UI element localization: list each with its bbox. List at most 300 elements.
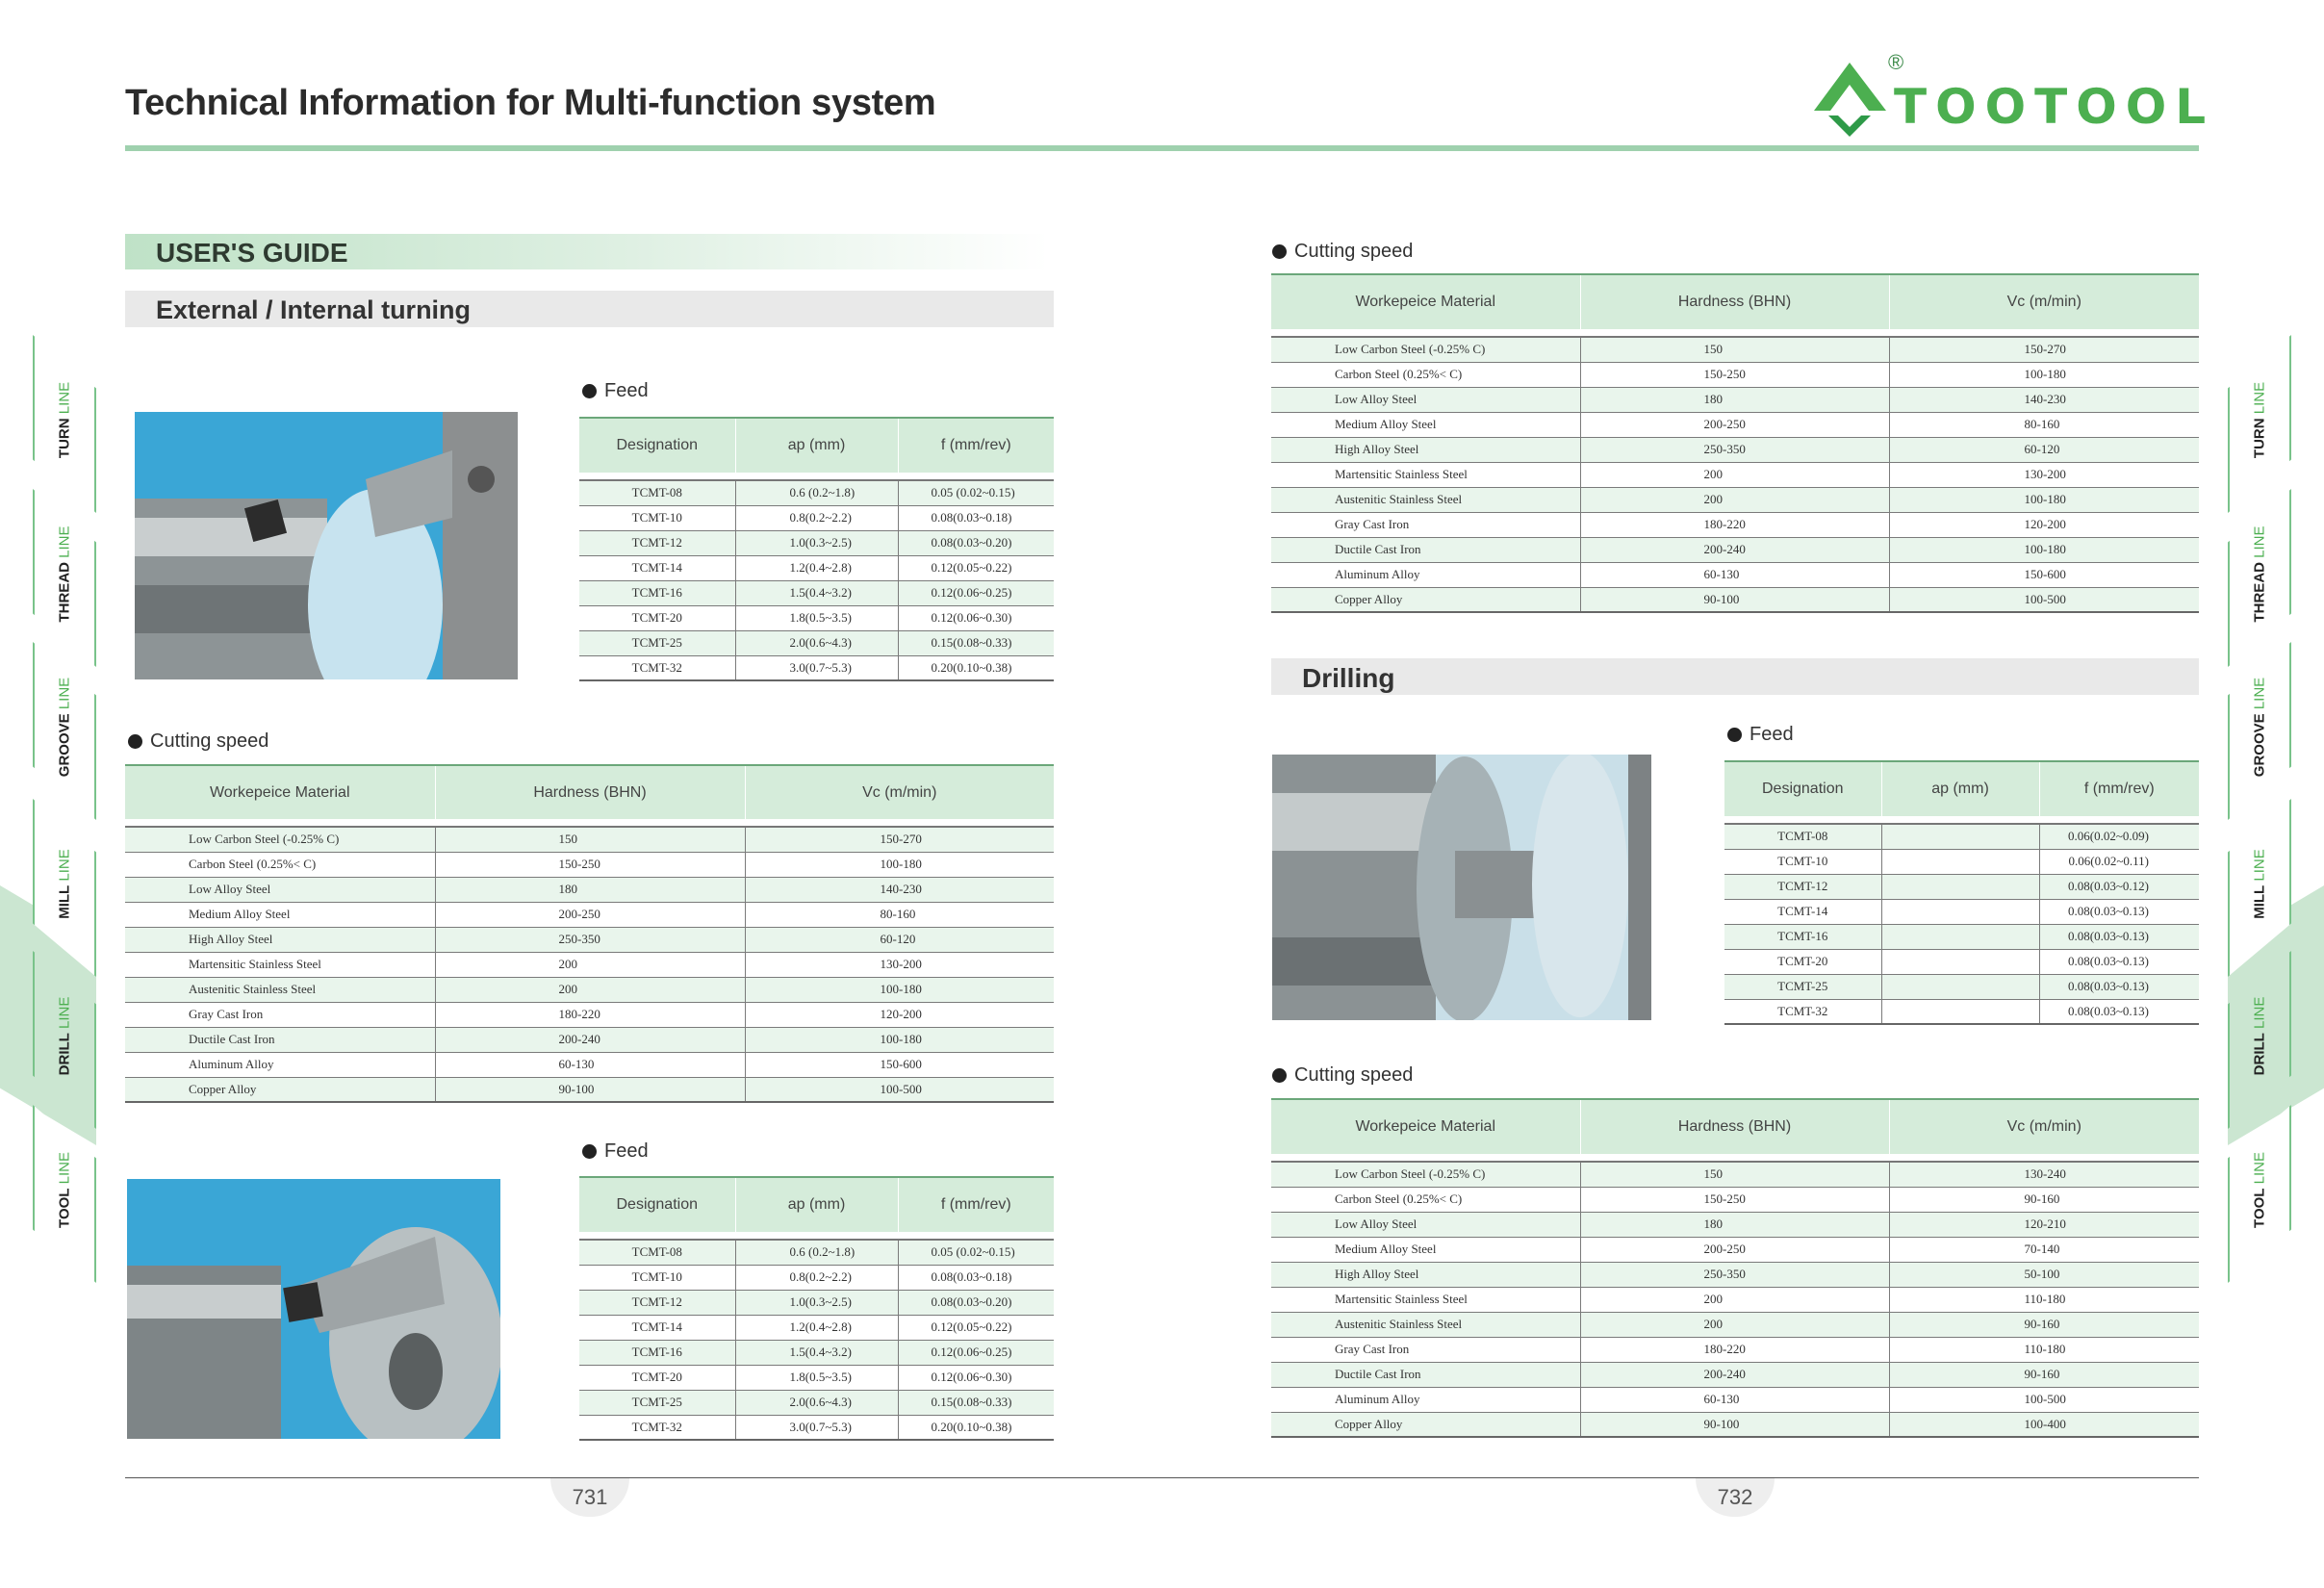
side-tab-label xyxy=(57,498,73,652)
table-cell: Martensitic Stainless Steel xyxy=(125,952,435,977)
table-cell: 180 xyxy=(435,877,745,902)
side-tab-label xyxy=(57,344,73,498)
col-header: Vc (m/min) xyxy=(745,765,1054,819)
table-cell: 200 xyxy=(435,977,745,1002)
side-tab-name: TOOL xyxy=(56,1188,73,1228)
table-row xyxy=(579,1390,1054,1415)
table-cell: 90-100 xyxy=(1580,1412,1889,1437)
feed-table-turning-2 xyxy=(579,1176,1054,1441)
table-cell: TCMT-12 xyxy=(1724,874,1881,899)
table-cell: 120-210 xyxy=(1889,1212,2199,1237)
table-cell: 50-100 xyxy=(1889,1262,2199,1287)
table-cell: Ductile Cast Iron xyxy=(1271,537,1580,562)
table-row xyxy=(579,630,1054,655)
table-cell: 3.0(0.7~5.3) xyxy=(735,655,898,680)
table-row xyxy=(579,505,1054,530)
col-header: f (mm/rev) xyxy=(898,1177,1054,1232)
table-cell: Copper Alloy xyxy=(125,1077,435,1102)
table-row xyxy=(579,1365,1054,1390)
table-row xyxy=(579,580,1054,605)
table-cell: 150-270 xyxy=(1889,337,2199,362)
table-row xyxy=(1271,1337,2199,1362)
table-cell: 130-200 xyxy=(1889,462,2199,487)
table-row xyxy=(1724,874,2199,899)
table-cell: Martensitic Stainless Steel xyxy=(1271,1287,1580,1312)
side-tab-groove[interactable] xyxy=(33,642,96,820)
table-row xyxy=(1724,849,2199,874)
table-cell: TCMT-20 xyxy=(579,1365,735,1390)
side-tab-label xyxy=(2252,960,2268,1114)
footer-rule xyxy=(125,1477,2199,1478)
table-cell: 0.08(0.03~0.18) xyxy=(898,1265,1054,1290)
table-row xyxy=(1271,537,2199,562)
table-cell: TCMT-16 xyxy=(579,580,735,605)
cutting-speed-text: Cutting speed xyxy=(1294,241,1414,262)
col-header: ap (mm) xyxy=(735,418,898,473)
side-tab-turn[interactable] xyxy=(2228,335,2291,513)
side-tab-suffix: LINE xyxy=(56,381,73,419)
table-cell: 180-220 xyxy=(435,1002,745,1027)
table-cell: 150 xyxy=(1580,337,1889,362)
table-row xyxy=(125,827,1054,852)
table-cell: 250-350 xyxy=(1580,1262,1889,1287)
table-cell: Austenitic Stainless Steel xyxy=(1271,1312,1580,1337)
table-row xyxy=(579,605,1054,630)
table-cell: 200-240 xyxy=(435,1027,745,1052)
table-cell: Carbon Steel (0.25%< C) xyxy=(1271,362,1580,387)
table-cell: 180-220 xyxy=(1580,1337,1889,1362)
col-header: Vc (m/min) xyxy=(1889,274,2199,329)
side-tab-name: GROOVE xyxy=(56,713,73,778)
table-cell: 0.08(0.03~0.12) xyxy=(2039,874,2199,899)
table-cell xyxy=(1881,924,2039,949)
table-row xyxy=(125,877,1054,902)
side-tab-label xyxy=(57,807,73,961)
table-row xyxy=(125,952,1054,977)
table-cell: 80-160 xyxy=(1889,412,2199,437)
table-row xyxy=(125,1077,1054,1102)
table-cell: TCMT-25 xyxy=(579,1390,735,1415)
side-tab-thread[interactable] xyxy=(33,489,96,667)
side-tab-suffix: LINE xyxy=(2251,525,2268,563)
table-cell: 90-160 xyxy=(1889,1312,2199,1337)
users-guide-banner: USER'S GUIDE xyxy=(125,234,1049,269)
side-tab-name: TOOL xyxy=(2251,1188,2268,1228)
table-cell: 60-120 xyxy=(745,927,1054,952)
table-cell xyxy=(1881,949,2039,974)
table-cell: High Alloy Steel xyxy=(1271,437,1580,462)
table-cell: TCMT-16 xyxy=(579,1340,735,1365)
feed-label-turning-2 xyxy=(582,1140,649,1163)
side-tab-turn[interactable] xyxy=(33,335,96,513)
cutting-speed-text: Cutting speed xyxy=(1294,1064,1414,1086)
side-tab-name: GROOVE xyxy=(2251,713,2268,778)
table-cell: 180 xyxy=(1580,1212,1889,1237)
table-row xyxy=(579,1290,1054,1315)
drilling-heading: Drilling xyxy=(1271,658,2199,695)
table-row xyxy=(1271,1162,2199,1187)
table-cell: TCMT-08 xyxy=(579,480,735,505)
table-cell: TCMT-32 xyxy=(1724,999,1881,1024)
table-cell: 1.2(0.4~2.8) xyxy=(735,555,898,580)
table-cell: 0.6 (0.2~1.8) xyxy=(735,1240,898,1265)
col-header: Workepeice Material xyxy=(1271,1099,1580,1154)
side-tab-suffix: LINE xyxy=(2251,1152,2268,1189)
table-row xyxy=(1271,387,2199,412)
table-cell: Low Alloy Steel xyxy=(1271,1212,1580,1237)
cutting-speed-label-turning xyxy=(128,730,268,753)
brand-name: TOOTOOL xyxy=(1894,79,2215,135)
side-tab-name: DRILL xyxy=(56,1033,73,1076)
table-cell: 0.20(0.10~0.38) xyxy=(898,655,1054,680)
table-row xyxy=(1271,1187,2199,1212)
table-cell: 0.20(0.10~0.38) xyxy=(898,1415,1054,1440)
table-cell: TCMT-14 xyxy=(579,555,735,580)
feed-label-text: Feed xyxy=(604,380,649,401)
side-tab-label xyxy=(2252,1114,2268,1268)
table-cell: 100-180 xyxy=(1889,487,2199,512)
table-cell: 0.08(0.03~0.20) xyxy=(898,530,1054,555)
table-row xyxy=(1724,999,2199,1024)
table-cell: 200-250 xyxy=(1580,412,1889,437)
col-header: Vc (m/min) xyxy=(1889,1099,2199,1154)
table-cell: Aluminum Alloy xyxy=(1271,562,1580,587)
table-row xyxy=(1271,1212,2199,1237)
table-row xyxy=(125,852,1054,877)
table-cell: 100-500 xyxy=(1889,1387,2199,1412)
table-cell: TCMT-32 xyxy=(579,655,735,680)
feed-label-drilling xyxy=(1727,724,1794,746)
table-row xyxy=(1271,1237,2199,1262)
table-cell: Copper Alloy xyxy=(1271,587,1580,612)
table-cell: TCMT-32 xyxy=(579,1415,735,1440)
side-tab-name: MILL xyxy=(2251,884,2268,919)
table-cell: Aluminum Alloy xyxy=(1271,1387,1580,1412)
table-cell: 150-270 xyxy=(745,827,1054,852)
table-cell: 0.08(0.03~0.13) xyxy=(2039,924,2199,949)
table-row xyxy=(1271,362,2199,387)
table-cell: 100-500 xyxy=(1889,587,2199,612)
side-tab-label xyxy=(2252,498,2268,652)
side-tab-suffix: LINE xyxy=(2251,381,2268,419)
table-cell: 200 xyxy=(435,952,745,977)
table-cell: 150-250 xyxy=(1580,1187,1889,1212)
table-cell: Martensitic Stainless Steel xyxy=(1271,462,1580,487)
side-tab-label xyxy=(57,651,73,805)
side-tab-thread[interactable] xyxy=(2228,489,2291,667)
side-tab-name: TURN xyxy=(56,418,73,459)
table-cell: 1.8(0.5~3.5) xyxy=(735,605,898,630)
table-cell: 110-180 xyxy=(1889,1337,2199,1362)
table-row xyxy=(1271,1287,2199,1312)
table-row xyxy=(1271,487,2199,512)
cutting-speed-text: Cutting speed xyxy=(150,730,269,752)
table-cell: TCMT-10 xyxy=(579,505,735,530)
table-cell: 150 xyxy=(1580,1162,1889,1187)
table-cell: Medium Alloy Steel xyxy=(125,902,435,927)
table-cell: TCMT-20 xyxy=(579,605,735,630)
table-cell: 180 xyxy=(1580,387,1889,412)
feed-table-drilling xyxy=(1724,760,2199,1025)
side-tab-suffix: LINE xyxy=(56,1152,73,1189)
col-header: f (mm/rev) xyxy=(898,418,1054,473)
table-cell: 0.08(0.03~0.13) xyxy=(2039,949,2199,974)
brand-logo-icon xyxy=(1809,58,1891,140)
col-header: Designation xyxy=(1724,761,1881,816)
cutting-speed-label-drilling xyxy=(1272,1064,1413,1087)
table-cell xyxy=(1881,824,2039,849)
side-tab-suffix: LINE xyxy=(56,677,73,714)
table-cell: 0.15(0.08~0.33) xyxy=(898,1390,1054,1415)
table-cell: 0.12(0.06~0.30) xyxy=(898,1365,1054,1390)
side-tab-suffix: LINE xyxy=(2251,849,2268,885)
table-cell: 0.12(0.05~0.22) xyxy=(898,555,1054,580)
table-row xyxy=(579,1240,1054,1265)
table-row xyxy=(1271,587,2199,612)
table-row xyxy=(1724,924,2199,949)
table-cell: TCMT-12 xyxy=(579,530,735,555)
header-rule xyxy=(125,145,2199,151)
table-row xyxy=(579,1265,1054,1290)
side-tab-suffix: LINE xyxy=(56,996,73,1034)
table-cell xyxy=(1881,849,2039,874)
table-cell: 0.08(0.03~0.20) xyxy=(898,1290,1054,1315)
side-tab-groove[interactable] xyxy=(2228,642,2291,820)
table-cell: TCMT-10 xyxy=(579,1265,735,1290)
table-cell xyxy=(1881,999,2039,1024)
speed-table-turning-right xyxy=(1271,273,2199,613)
table-row xyxy=(579,1340,1054,1365)
side-tab-drill[interactable] xyxy=(2228,951,2291,1129)
table-cell: 140-230 xyxy=(745,877,1054,902)
table-cell: 130-200 xyxy=(745,952,1054,977)
table-cell: Gray Cast Iron xyxy=(1271,512,1580,537)
table-cell: 0.06(0.02~0.11) xyxy=(2039,849,2199,874)
table-row xyxy=(1271,1387,2199,1412)
table-cell: 0.08(0.03~0.18) xyxy=(898,505,1054,530)
side-tab-tool[interactable] xyxy=(2228,1105,2291,1283)
table-cell: 100-180 xyxy=(1889,537,2199,562)
table-row xyxy=(1271,1412,2199,1437)
side-tab-label xyxy=(57,1114,73,1268)
table-cell: 180-220 xyxy=(1580,512,1889,537)
table-row xyxy=(125,927,1054,952)
table-cell: Copper Alloy xyxy=(1271,1412,1580,1437)
table-row xyxy=(1271,412,2199,437)
side-tab-name: DRILL xyxy=(2251,1033,2268,1076)
col-header: ap (mm) xyxy=(735,1177,898,1232)
table-cell: 150-600 xyxy=(745,1052,1054,1077)
table-cell: 0.08(0.03~0.13) xyxy=(2039,999,2199,1024)
feed-label-text: Feed xyxy=(1749,724,1794,745)
side-tab-suffix: LINE xyxy=(56,525,73,563)
table-row xyxy=(1271,512,2199,537)
turning-photo-2 xyxy=(127,1179,500,1439)
table-cell: 120-200 xyxy=(745,1002,1054,1027)
side-tab-suffix: LINE xyxy=(2251,996,2268,1034)
table-cell: 3.0(0.7~5.3) xyxy=(735,1415,898,1440)
table-row xyxy=(1724,949,2199,974)
col-header: Designation xyxy=(579,1177,735,1232)
table-cell: 0.05 (0.02~0.15) xyxy=(898,480,1054,505)
table-row xyxy=(125,977,1054,1002)
registered-mark: ® xyxy=(1888,50,1904,74)
table-cell xyxy=(1881,874,2039,899)
side-tab-label xyxy=(2252,344,2268,498)
cutting-speed-label-turning-right xyxy=(1272,241,1413,263)
table-cell: 80-160 xyxy=(745,902,1054,927)
table-cell: 0.12(0.05~0.22) xyxy=(898,1315,1054,1340)
side-tab-suffix: LINE xyxy=(56,849,73,885)
table-cell: Low Alloy Steel xyxy=(125,877,435,902)
page-number-left: 731 xyxy=(550,1478,629,1517)
table-cell: 90-160 xyxy=(1889,1362,2199,1387)
side-tab-name: MILL xyxy=(56,884,73,919)
table-cell: 0.6 (0.2~1.8) xyxy=(735,480,898,505)
table-cell: Low Alloy Steel xyxy=(1271,387,1580,412)
table-cell: Gray Cast Iron xyxy=(1271,1337,1580,1362)
table-cell: 110-180 xyxy=(1889,1287,2199,1312)
turning-heading: External / Internal turning xyxy=(125,291,1054,327)
col-header: ap (mm) xyxy=(1881,761,2039,816)
table-cell: 0.05 (0.02~0.15) xyxy=(898,1240,1054,1265)
table-cell: Low Carbon Steel (-0.25% C) xyxy=(125,827,435,852)
table-cell: High Alloy Steel xyxy=(1271,1262,1580,1287)
table-cell: 200-250 xyxy=(1580,1237,1889,1262)
table-row xyxy=(579,555,1054,580)
table-cell: 0.06(0.02~0.09) xyxy=(2039,824,2199,849)
table-cell: 100-180 xyxy=(1889,362,2199,387)
col-header: Workepeice Material xyxy=(125,765,435,819)
table-cell: TCMT-20 xyxy=(1724,949,1881,974)
side-tab-drill[interactable] xyxy=(33,951,96,1129)
table-cell: 90-100 xyxy=(1580,587,1889,612)
drilling-photo xyxy=(1272,755,1651,1020)
table-cell: 150-250 xyxy=(1580,362,1889,387)
table-cell: 0.15(0.08~0.33) xyxy=(898,630,1054,655)
table-row xyxy=(1271,1312,2199,1337)
table-cell: 60-130 xyxy=(1580,1387,1889,1412)
table-cell: TCMT-10 xyxy=(1724,849,1881,874)
table-cell: TCMT-08 xyxy=(579,1240,735,1265)
table-cell: TCMT-25 xyxy=(579,630,735,655)
table-row xyxy=(579,530,1054,555)
table-cell: 100-180 xyxy=(745,1027,1054,1052)
side-tab-label xyxy=(2252,807,2268,961)
side-tab-name: THREAD xyxy=(56,562,73,623)
table-cell: Ductile Cast Iron xyxy=(125,1027,435,1052)
table-cell: 0.08(0.03~0.13) xyxy=(2039,899,2199,924)
side-tab-name: THREAD xyxy=(2251,562,2268,623)
col-header: Hardness (BHN) xyxy=(435,765,745,819)
table-cell xyxy=(1881,974,2039,999)
col-header: Designation xyxy=(579,418,735,473)
table-row xyxy=(579,1315,1054,1340)
table-cell: Austenitic Stainless Steel xyxy=(1271,487,1580,512)
table-cell: 90-160 xyxy=(1889,1187,2199,1212)
table-cell: Carbon Steel (0.25%< C) xyxy=(125,852,435,877)
table-cell: Low Carbon Steel (-0.25% C) xyxy=(1271,1162,1580,1187)
table-cell: 2.0(0.6~4.3) xyxy=(735,630,898,655)
table-cell: 0.8(0.2~2.2) xyxy=(735,505,898,530)
side-tab-label xyxy=(2252,651,2268,805)
table-cell: 150-600 xyxy=(1889,562,2199,587)
table-cell: 200 xyxy=(1580,1312,1889,1337)
table-cell: 250-350 xyxy=(1580,437,1889,462)
table-row xyxy=(579,1415,1054,1440)
table-cell: Low Carbon Steel (-0.25% C) xyxy=(1271,337,1580,362)
table-cell: 70-140 xyxy=(1889,1237,2199,1262)
table-cell: 100-180 xyxy=(745,852,1054,877)
table-cell: 0.8(0.2~2.2) xyxy=(735,1265,898,1290)
speed-table-drilling xyxy=(1271,1098,2199,1438)
table-cell: 60-130 xyxy=(435,1052,745,1077)
table-cell: 0.08(0.03~0.13) xyxy=(2039,974,2199,999)
table-row xyxy=(1271,1362,2199,1387)
table-cell: Carbon Steel (0.25%< C) xyxy=(1271,1187,1580,1212)
col-header: Workepeice Material xyxy=(1271,274,1580,329)
table-row xyxy=(1271,462,2199,487)
page-number-right: 732 xyxy=(1696,1478,1775,1517)
table-cell: TCMT-14 xyxy=(1724,899,1881,924)
table-cell: 1.5(0.4~3.2) xyxy=(735,1340,898,1365)
table-row xyxy=(579,655,1054,680)
table-row xyxy=(1724,974,2199,999)
table-row xyxy=(1724,899,2199,924)
table-cell: 130-240 xyxy=(1889,1162,2199,1187)
table-cell: 0.12(0.06~0.30) xyxy=(898,605,1054,630)
table-row xyxy=(579,480,1054,505)
table-cell: 200 xyxy=(1580,1287,1889,1312)
table-row xyxy=(125,1027,1054,1052)
col-header: f (mm/rev) xyxy=(2039,761,2199,816)
table-cell: Ductile Cast Iron xyxy=(1271,1362,1580,1387)
table-row xyxy=(1724,824,2199,849)
table-cell: 200-240 xyxy=(1580,1362,1889,1387)
table-row xyxy=(1271,437,2199,462)
side-tab-name: TURN xyxy=(2251,418,2268,459)
table-cell: 60-120 xyxy=(1889,437,2199,462)
table-row xyxy=(1271,562,2199,587)
side-tab-label xyxy=(57,960,73,1114)
table-cell: 200-240 xyxy=(1580,537,1889,562)
table-cell xyxy=(1881,899,2039,924)
table-cell: Gray Cast Iron xyxy=(125,1002,435,1027)
table-cell: 1.5(0.4~3.2) xyxy=(735,580,898,605)
table-cell: Medium Alloy Steel xyxy=(1271,1237,1580,1262)
table-cell: 150 xyxy=(435,827,745,852)
table-cell: TCMT-12 xyxy=(579,1290,735,1315)
table-cell: 1.8(0.5~3.5) xyxy=(735,1365,898,1390)
table-cell: TCMT-25 xyxy=(1724,974,1881,999)
table-row xyxy=(125,1052,1054,1077)
table-cell: 100-180 xyxy=(745,977,1054,1002)
table-cell: Aluminum Alloy xyxy=(125,1052,435,1077)
table-cell: 250-350 xyxy=(435,927,745,952)
table-cell: High Alloy Steel xyxy=(125,927,435,952)
side-tab-tool[interactable] xyxy=(33,1105,96,1283)
table-cell: 100-400 xyxy=(1889,1412,2199,1437)
table-cell: TCMT-08 xyxy=(1724,824,1881,849)
speed-table-turning xyxy=(125,764,1054,1103)
table-cell: 200 xyxy=(1580,487,1889,512)
feed-label-turning-1 xyxy=(582,380,649,402)
table-cell: 1.2(0.4~2.8) xyxy=(735,1315,898,1340)
col-header: Hardness (BHN) xyxy=(1580,274,1889,329)
table-cell: 150-250 xyxy=(435,852,745,877)
table-cell: Medium Alloy Steel xyxy=(1271,412,1580,437)
table-cell: TCMT-16 xyxy=(1724,924,1881,949)
